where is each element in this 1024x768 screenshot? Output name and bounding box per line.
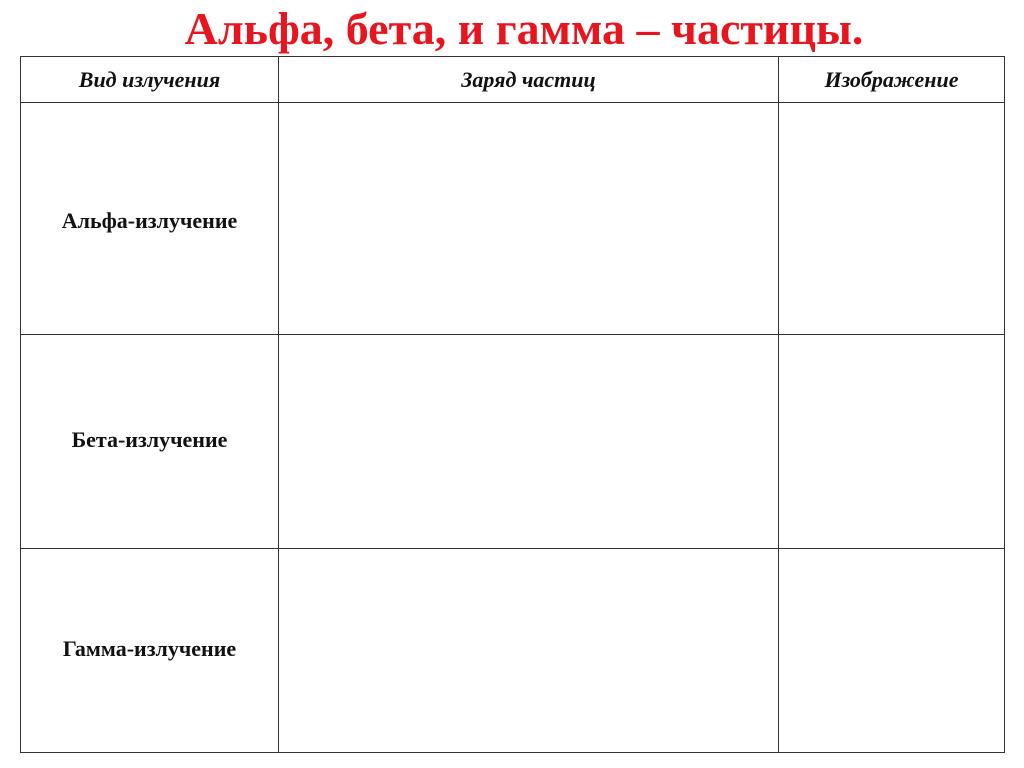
table-row — [21, 103, 1005, 335]
header-image: Изображение — [779, 57, 1005, 103]
cell-image — [779, 549, 1005, 753]
row-label-alpha: Альфа-излучение — [61, 207, 238, 233]
row-label-beta: Бета-излучение — [71, 426, 228, 452]
cell-image — [779, 103, 1005, 335]
row-label-gamma: Гамма-излучение — [62, 635, 237, 661]
page-title: Альфа, бета, и гамма – частицы. — [184, 3, 864, 54]
table-row — [21, 549, 1005, 753]
table-row — [21, 335, 1005, 549]
table-header-row — [21, 57, 1005, 103]
cell-charge — [279, 335, 779, 549]
cell-radiation-type — [21, 103, 279, 335]
cell-image — [779, 335, 1005, 549]
radiation-table — [20, 56, 1005, 753]
header-radiation-type: Вид излучения — [21, 57, 279, 103]
cell-radiation-type — [21, 335, 279, 549]
header-particle-charge: Заряд частиц — [279, 57, 779, 103]
cell-radiation-type — [21, 549, 279, 753]
cell-charge — [279, 549, 779, 753]
cell-charge — [279, 103, 779, 335]
